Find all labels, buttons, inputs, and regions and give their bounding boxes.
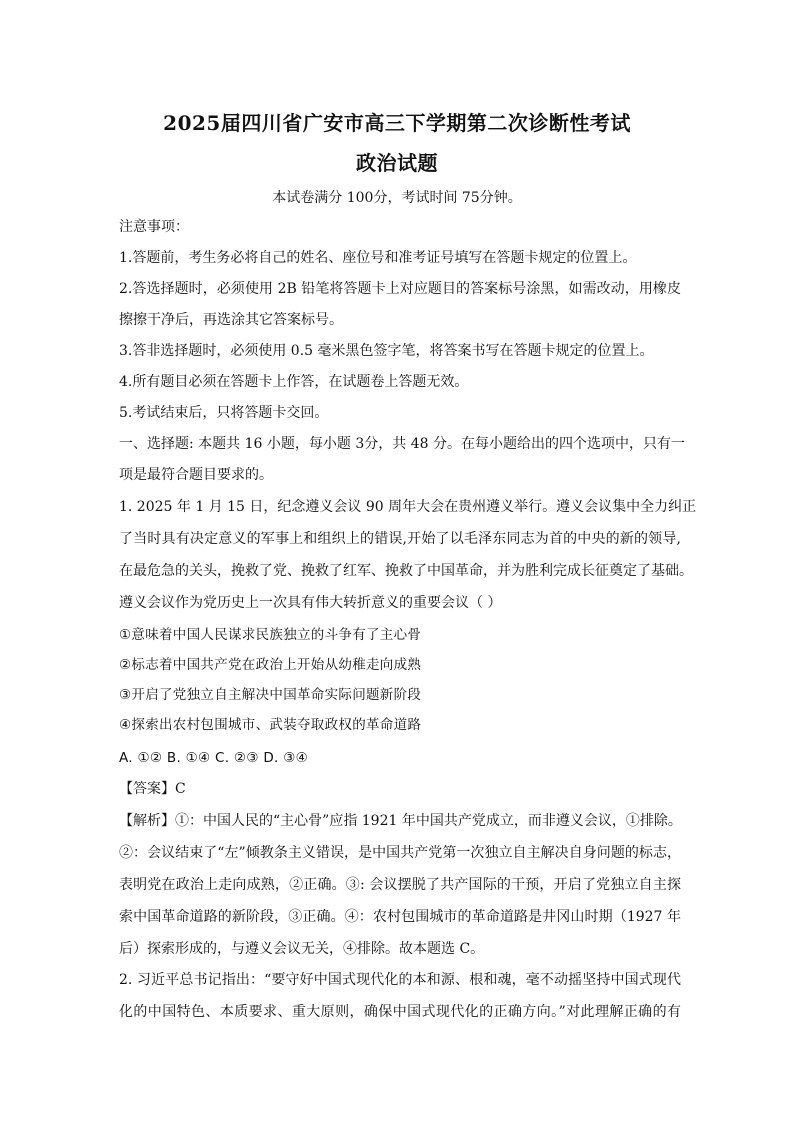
question-1-analysis-line-5: 后）探索形成的，与遵义会议无关，④排除。故本题选 C。	[119, 941, 485, 957]
question-1-option-1: ①意味着中国人民谋求民族独立的斗争有了主心骨	[119, 627, 422, 643]
question-1-option-4: ④探索出农村包围城市、武装夺取政权的革命道路	[119, 717, 422, 733]
question-1-analysis-line-4: 索中国革命道路的新阶段，③正确。④：农村包围城市的革命道路是井冈山时期（1927 年	[119, 909, 681, 925]
note-item-1: 1.答题前，考生务必将自己的姓名、座位号和准考证号填写在答题卡规定的位置上。	[119, 250, 637, 266]
question-2-stem-line-2: 化的中国特色、本质要求、重大原则，确保中国式现代化的正确方向。”对此理解正确的有	[119, 1004, 681, 1020]
note-item-5: 5.考试结束后，只将答题卡交回。	[119, 405, 329, 421]
question-1-stem-line-2: 了当时具有决定意义的军事上和组织上的错误,开始了以毛泽东同志为首的中央的新的领导,	[119, 531, 681, 547]
note-item-4: 4.所有题目必须在答题卡上作答，在试题卷上答题无效。	[119, 374, 469, 390]
question-1-stem-line-4: 遵义会议作为党历史上一次具有伟大转折意义的重要会议（ ）	[119, 595, 502, 611]
note-item-2-line-1: 2.答选择题时，必须使用 2B 铅笔将答题卡上对应题目的答案标号涂黑，如需改动，用橡皮	[119, 281, 681, 297]
notes-heading: 注意事项：	[119, 219, 189, 235]
question-1-option-3: ③开启了党独立自主解决中国革命实际问题新阶段	[119, 687, 422, 703]
question-1-analysis-line-1: 【解析】①：中国人民的“主心骨”应指 1921 年中国共产党成立，而非遵义会议，①排除。	[119, 813, 682, 829]
question-1-analysis-line-2: ②：会议结束了“左”倾教条主义错误，是中国共产党第一次独立自主解决自身问题的标志，	[119, 845, 681, 861]
question-1-stem-line-1: 1. 2025 年 1 月 15 日，纪念遵义会议 90 周年大会在贵州遵义举行。遵义会议集中全力纠正	[119, 499, 697, 515]
question-2-stem-line-1: 2. 习近平总书记指出：“要守好中国式现代化的本和源、根和魂，毫不动摇坚持中国式现代	[119, 972, 681, 988]
question-1-analysis-line-3: 表明党在政治上走向成熟，②正确。③: 会议摆脱了共产国际的干预，开启了党独立自主探	[119, 877, 681, 893]
note-item-3: 3.答非选择题时，必须使用 0.5 毫米黑色签字笔，将答案书写在答题卡规定的位置上。	[119, 343, 654, 359]
question-1-stem-line-3: 在最危急的关头，挽救了党、挽救了红军、挽救了中国革命，并为胜利完成长征奠定了基础。	[119, 563, 693, 579]
note-item-2-line-2: 擦擦干净后，再选涂其它答案标号。	[119, 312, 343, 328]
exam-title: 2025届四川省广安市高三下学期第二次诊断性考试	[163, 111, 631, 135]
question-1-choices: A. ①② B. ①④ C. ②③ D. ③④	[119, 750, 309, 766]
question-1-answer: 【答案】C	[119, 781, 186, 797]
question-1-option-2: ②标志着中国共产党在政治上开始从幼稚走向成熟	[119, 657, 422, 673]
section-1-heading-line-1: 一、选择题: 本题共 16 小题，每小题 3分，共 48 分。在每小题给出的四个选项中，只有一	[119, 436, 685, 452]
exam-info: 本试卷满分 100分，考试时间 75分钟。	[272, 190, 522, 206]
section-1-heading-line-2: 项是最符合题目要求的。	[119, 467, 273, 483]
exam-subject: 政治试题	[356, 151, 438, 175]
